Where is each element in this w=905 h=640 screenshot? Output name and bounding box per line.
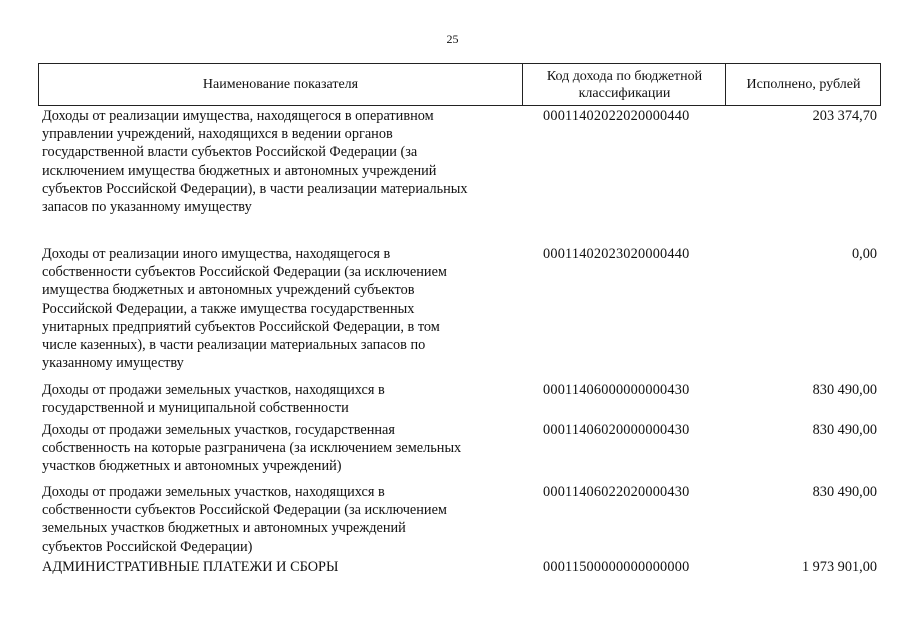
row-name: Доходы от продажи земельных участков, находящихся в собственности субъектов Российской Федерации (за исключением земельных участков бюджетных и автономных учреждений субъектов Российской Федерации) [42,484,447,555]
row-code: 00011406020000000430 [543,422,690,438]
row-code: 00011402022020000440 [543,108,690,124]
row-amount: 830 490,00 [812,422,877,438]
row-code: 00011500000000000000 [543,559,690,575]
row-amount: 0,00 [851,246,877,262]
row-name: АДМИНИСТРАТИВНЫЕ ПЛАТЕЖИ И СБОРЫ [42,559,339,575]
row-name: Доходы от продажи земельных участков, государственная собственность на которые разграничена (за исключением земельных участков бюджетных и автономных учреждений) [42,422,462,475]
row-code: 00011402023020000440 [543,246,690,262]
row-amount: 830 490,00 [812,484,877,500]
page-number: 25 [446,32,459,46]
header-name: Наименование показателя [202,77,359,92]
row-code: 00011406000000000430 [543,382,690,398]
row-name: Доходы от реализации иного имущества, находящегося в собственности субъектов Российской Федерации (за исключением имущества бюджетных и автономных учреждений субъектов Российской Федерации, а также имущества государственных унитарных предприятий субъектов Российской Федерации, в том числе казенных), в части реализации материальных запасов по указанному имуществу [42,246,447,372]
header-executed: Исполнено, рублей [725,64,881,105]
row-code: 00011406022020000430 [543,484,690,500]
table-header [38,63,881,106]
row-name: Доходы от продажи земельных участков, находящихся в государственной и муниципальной собственности [42,382,385,417]
row-amount: 830 490,00 [812,382,877,398]
row-amount: 203 374,70 [812,108,877,124]
row-name: Доходы от реализации имущества, находящегося в оперативном управлении учреждений, находящихся в ведении органов государственной власти субъектов Российской Федерации (за исключением имущества бюджетных и автономных учреждений субъектов Российской Федерации), в части реализации материальных запасов по указанному имуществу [42,108,468,216]
row-amount: 1 973 901,00 [801,559,877,575]
budget-table [38,63,881,575]
header-code: Код дохода по бюджетной классификации [522,64,726,105]
